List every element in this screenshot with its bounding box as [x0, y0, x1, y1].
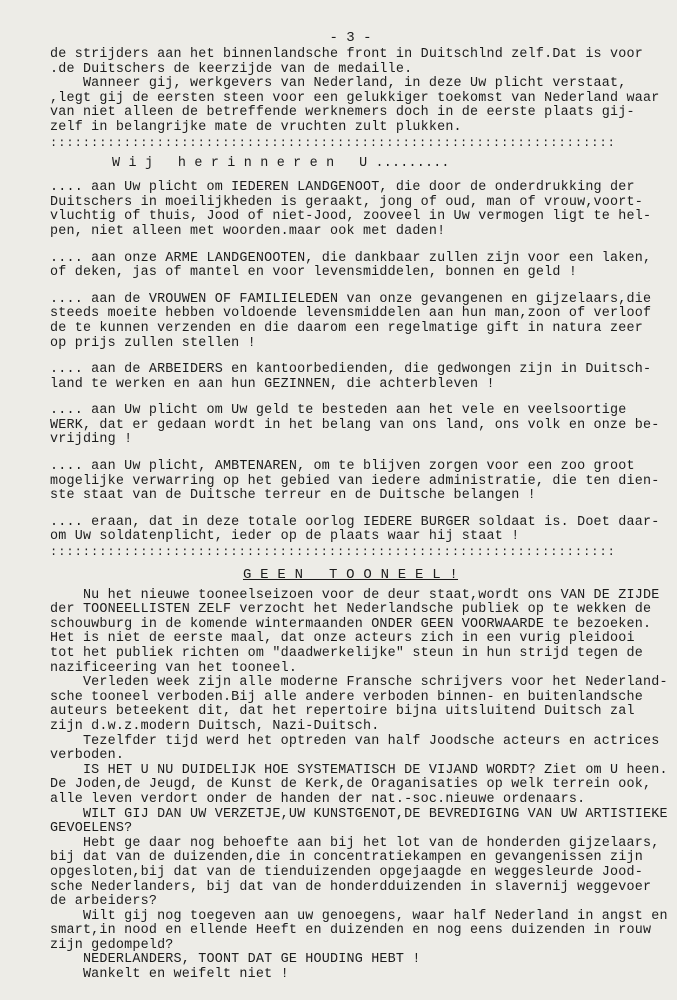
remember-item: [50, 363, 651, 392]
text-line: tot het publiek richten om "daadwerkelijke" steun in hun strijd tegen de: [50, 646, 643, 661]
text-line: .... aan Uw plicht om IEDEREN LANDGENOOT, die door de onderdrukking der: [50, 180, 635, 196]
text-line: ,legt gij de eersten steen voor een gelukkiger toekomst van Nederland waar: [50, 90, 660, 106]
text-line: de te kunnen verzenden en die daarom een regelmatige gift in natura zeer: [50, 320, 643, 336]
text-line: Nu het nieuwe tooneelseizoen voor de deur staat,wordt ons VAN DE ZIJDE: [50, 587, 660, 603]
remember-item: [50, 293, 651, 351]
text-line: zijn gedompeld?: [50, 937, 174, 953]
remember-item: [50, 403, 660, 448]
text-line: de arbeiders?: [50, 894, 158, 910]
text-line: .... aan Uw plicht, AMBTENAREN, om te blijven zorgen voor een zoo groot: [50, 459, 635, 475]
text-line: IS HET U NU DUIDELIJK HOE SYSTEMATISCH DE VIJAND WORDT? Ziet om U heen.: [50, 762, 668, 778]
text-line: mogelijke verwarring op het gebied van iedere administratie, die ten dien-: [50, 473, 660, 489]
text-line: GEVOELENS?: [50, 821, 133, 837]
text-line: om Uw soldatenplicht, ieder op de plaats waar hij staat !: [50, 529, 520, 545]
text-line: bij dat van de duizenden,die in concentratiekampen en gevangenissen zijn: [50, 850, 643, 866]
text-line: pen, niet alleen met woorden.maar ook met daden!: [50, 223, 446, 239]
text-line: alle leven verdort onder de handen der nat.-soc.nieuwe ordenaars.: [50, 791, 586, 807]
text-line: vluchtig of thuis, Jood of niet-Jood, zooveel in Uw vermogen ligt te hel-: [50, 209, 652, 225]
text-line: Wilt gij nog toegeven aan uw genoegens, waar half Nederland in angst en: [50, 908, 668, 924]
text-line: WERK, dat er gedaan wordt in het belang van ons land, ons volk en onze be-: [50, 417, 660, 433]
text-line: sche Nederlanders, bij dat van de honderdduizenden in slavernij weggevoer: [50, 879, 652, 895]
text-line: auteurs beteekent dit, dat het repertoire bijna uitsluitend Duitsch zal: [50, 704, 635, 720]
remember-item: [50, 252, 651, 281]
text-line: verboden.: [50, 748, 125, 764]
theatre-article: [50, 587, 668, 983]
section-heading-remember: W i j h e r i n n e r e n U .........: [112, 155, 450, 171]
text-line: nazificeering van het tooneel.: [50, 660, 298, 676]
text-line: ste staat van de Duitsche terreur en de Duitsche belangen !: [50, 488, 536, 504]
text-line: .... aan Uw plicht om Uw geld te besteden aan het vele en veelsoortige: [50, 403, 627, 419]
text-line: schouwburg in de komende wintermaanden ONDER GEEN VOORWAARDE te bezoeken.: [50, 616, 652, 632]
remember-item: [50, 459, 660, 504]
text-line: .... eraan, dat in deze totale oorlog IEDERE BURGER soldaat is. Doet daar-: [50, 514, 660, 530]
text-line: land te werken en aan hun GEZINNEN, die achterbleven !: [50, 376, 495, 392]
section-heading-theatre: G E E N T O O N E E L !: [242, 567, 459, 584]
text-line: .... aan de ARBEIDERS en kantoorbedienden, die gedwongen zijn in Duitsch-: [50, 362, 652, 378]
text-line: Tezelfder tijd werd het optreden van half Joodsche acteurs en actrices: [50, 733, 660, 749]
text-line: Het is niet de eerste maal, dat onze acteurs zich in een vurig pleidooi: [50, 631, 635, 647]
text-line: de strijders aan het binnenlandsche front in Duitschlnd zelf.Dat is voor: [50, 47, 643, 62]
remember-item: [50, 514, 660, 545]
text-line: Duitschers in moeilijkheden is geraakt, jong of oud, man of vrouw,voort-: [50, 194, 643, 210]
text-line: WILT GIJ DAN UW VERZETJE,UW KUNSTGENOT,DE BEVREDIGING VAN UW ARTISTIEKE: [50, 806, 668, 822]
text-line: opgesloten,bij dat van de tienduizenden opgejaagde en weggesleurde Jood-: [50, 864, 643, 880]
text-line: zijn d.w.z.modern Duitsch, Nazi-Duitsch.: [50, 718, 380, 734]
intro-paragraph: [50, 47, 660, 136]
remember-item: [50, 181, 651, 239]
text-line: Hebt ge daar nog behoefte aan bij het lot van de honderden gijzelaars,: [50, 835, 660, 851]
text-line: Verleden week zijn alle moderne Fransche schrijvers voor het Nederland-: [50, 675, 668, 691]
text-line: zelf in belangrijke mate de vruchten zult plukken.: [50, 119, 462, 135]
page-number: - 3 -: [329, 30, 372, 46]
text-line: .... aan de VROUWEN OF FAMILIELEDEN van onze gevangenen en gijzelaars,die: [50, 291, 652, 307]
text-line: Wanneer gij, werkgevers van Nederland, in deze Uw plicht verstaat,: [50, 76, 627, 92]
text-line: sche tooneel verboden.Bij alle andere verboden binnen- en buitenlandsche: [50, 689, 643, 705]
text-line: op prijs zullen stellen !: [50, 335, 256, 351]
text-line: smart,in nood en ellende Heeft en duizenden en nog eens duizenden in rouw: [50, 923, 652, 939]
text-line: der TOONEELLISTEN ZELF verzocht het Nederlandsche publiek op te wekken de: [50, 602, 652, 618]
text-line: steeds moeite hebben voldoende levensmiddelen aan hun man,zoon of verloof: [50, 306, 652, 322]
separator-line: :::::::::::::::::::::::::::::::::::::::::::::::::::::::::::::::::::::: [50, 136, 616, 149]
text-line: NEDERLANDERS, TOONT DAT GE HOUDING HEBT !: [50, 952, 421, 968]
text-line: vrijding !: [50, 432, 133, 448]
text-line: of deken, jas of mantel en voor levensmiddelen, bonnen en geld !: [50, 265, 578, 281]
text-line: .... aan onze ARME LANDGENOOTEN, die dankbaar zullen zijn voor een laken,: [50, 250, 652, 266]
separator-line: :::::::::::::::::::::::::::::::::::::::::::::::::::::::::::::::::::::: [50, 546, 616, 559]
text-line: .de Duitschers de keerzijde van de medaille.: [50, 61, 413, 77]
text-line: van niet alleen de betreffende werknemers doch in de eerste plaats gij-: [50, 105, 635, 121]
text-line: Wankelt en weifelt niet !: [50, 967, 289, 983]
text-line: De Joden,de Jeugd, de Kunst de Kerk,de Oraganisaties op welk terrein ook,: [50, 777, 652, 793]
